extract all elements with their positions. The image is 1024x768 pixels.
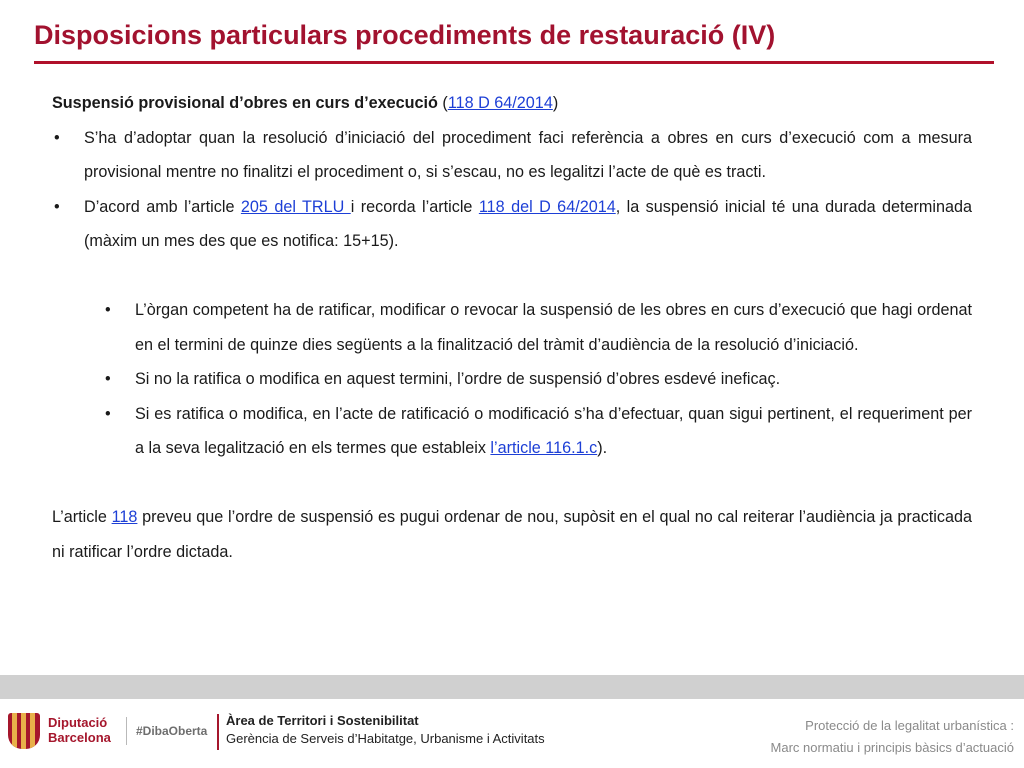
subtitle-paren-close: ) bbox=[552, 94, 559, 112]
link-118-d-64-2014[interactable]: 118 D 64/2014 bbox=[447, 94, 553, 112]
footer-caption-line-2: Marc normatiu i principis bàsics d’actuació bbox=[770, 740, 1014, 755]
logo-separator bbox=[126, 717, 127, 745]
footer-caption bbox=[771, 715, 1014, 759]
closing-text-b: preveu que l’ordre de suspensió es pugui ordenar de nou, supòsit en el qual no cal reiterar l’audiència ja practicada ni ratificar l’ordre dictada. bbox=[52, 508, 972, 561]
link-article-116-1-c[interactable]: l’article 116.1.c bbox=[490, 439, 598, 457]
section-subtitle bbox=[52, 86, 972, 121]
sub-bullet-2-text: Si no la ratifica o modifica en aquest termini, l’ordre de suspensió d’obres esdevé ineficaç. bbox=[135, 370, 781, 388]
sub-bullet-3-text-b: ). bbox=[597, 439, 608, 457]
subtitle-text: Suspensió provisional d’obres en curs d’execució bbox=[52, 94, 438, 112]
logo-text bbox=[48, 715, 111, 745]
bullet-1-text: S’ha d’adoptar quan la resolució d’iniciació del procediment faci referència a obres en curs d’execució com a mesura provisional mentre no finalitzi el procediment o, si s’escau, no es legalitzi l’acte de què es tracti. bbox=[84, 128, 972, 181]
slide-content bbox=[52, 86, 972, 569]
link-205-trlu[interactable]: 205 del TRLU bbox=[240, 197, 351, 216]
bullet-item-2 bbox=[52, 190, 972, 259]
sub-bullet-item-3 bbox=[103, 397, 972, 466]
area-separator bbox=[217, 714, 219, 750]
bullet-item-1 bbox=[52, 121, 972, 190]
sub-bullet-item-2 bbox=[103, 362, 972, 397]
footer bbox=[0, 699, 1024, 768]
logo-line-2: Barcelona bbox=[48, 730, 111, 745]
link-article-118[interactable]: 118 bbox=[111, 508, 138, 526]
area-title: Àrea de Territori i Sostenibilitat bbox=[226, 713, 419, 728]
bullet-2-text-a: D’acord amb l’article bbox=[84, 197, 241, 216]
bullet-2-text-b: i recorda l’article bbox=[350, 197, 479, 216]
subtitle-paren-open: ( bbox=[437, 94, 448, 112]
page-title: Disposicions particulars procediments de restauració (IV) bbox=[34, 20, 776, 50]
logo-line-1: Diputació bbox=[48, 715, 108, 730]
closing-paragraph bbox=[52, 500, 972, 569]
sub-bullet-3-text-a: Si es ratifica o modifica, en l’acte de ratificació o modificació s’ha d’efectuar, quan sigui pertinent, el requeriment per a la seva legalització en els termes que estableix bbox=[135, 404, 972, 457]
sub-bullet-list bbox=[103, 293, 972, 466]
hashtag-label: #DibaOberta bbox=[136, 724, 208, 738]
link-118-d-64-2014-inline[interactable]: 118 del D 64/2014 bbox=[478, 197, 616, 216]
bullet-2-text-c: , la suspensió inicial té una durada determinada (màxim un mes des que es notifica: 15+15). bbox=[84, 197, 972, 250]
sub-bullet-1-text: L’òrgan competent ha de ratificar, modificar o revocar la suspensió de les obres en curs d’execució que hagi ordenat en el termini de quinze dies següents a la finalització del tràmit d’audiència de la resolució d’iniciació. bbox=[135, 301, 972, 354]
footer-caption-line-1: Protecció de la legalitat urbanística : bbox=[805, 718, 1014, 733]
bullet-list bbox=[52, 121, 972, 259]
area-subtitle: Gerència de Serveis d’Habitatge, Urbanisme i Activitats bbox=[226, 731, 545, 746]
title-divider bbox=[34, 61, 994, 64]
closing-text-a: L’article bbox=[52, 508, 112, 526]
footer-band bbox=[0, 675, 1024, 699]
diputacio-shield-icon bbox=[8, 713, 40, 749]
sub-bullet-item-1 bbox=[103, 293, 972, 362]
